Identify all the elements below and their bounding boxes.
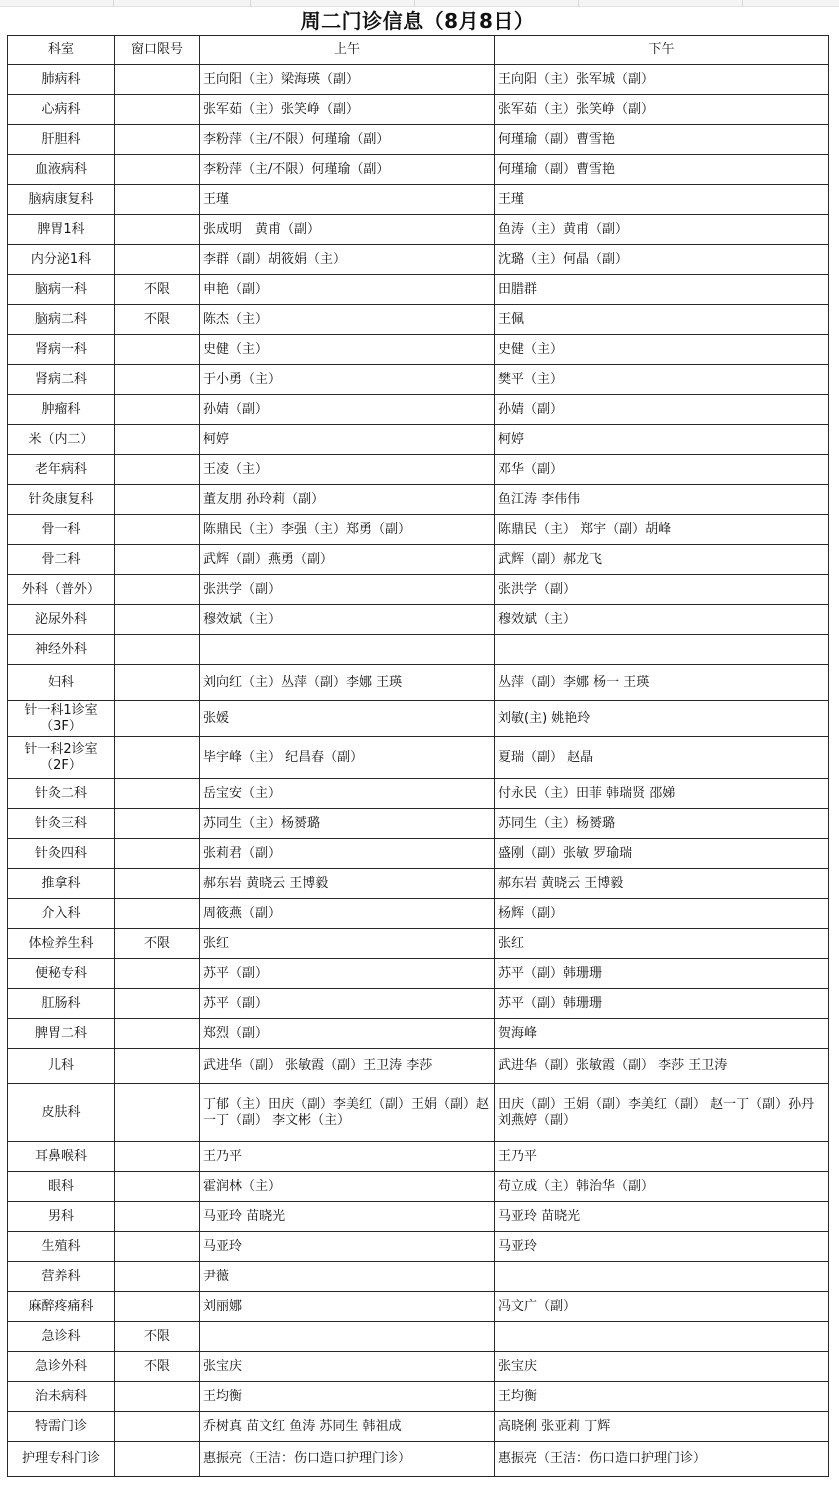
dept-cell: 急诊外科 [8, 1352, 115, 1382]
afternoon-cell: 王瑾 [495, 185, 829, 215]
limit-cell: 不限 [115, 1352, 200, 1382]
dept-cell: 男科 [8, 1202, 115, 1232]
table-row [8, 515, 829, 545]
schedule-body [8, 65, 829, 1477]
dept-cell: 脑病二科 [8, 305, 115, 335]
morning-cell: 王乃平 [200, 1142, 495, 1172]
dept-cell: 骨一科 [8, 515, 115, 545]
dept-cell: 神经外科 [8, 635, 115, 665]
morning-cell: 郝东岩 黄晓云 王博毅 [200, 869, 495, 899]
morning-cell: 毕宇峰（主） 纪昌春（副） [200, 737, 495, 779]
dept-cell: 肺病科 [8, 65, 115, 95]
dept-cell: 妇科 [8, 665, 115, 701]
limit-cell [115, 95, 200, 125]
afternoon-cell [495, 635, 829, 665]
limit-cell [115, 1049, 200, 1084]
afternoon-cell: 田腊群 [495, 275, 829, 305]
afternoon-cell: 马亚玲 苗晓光 [495, 1202, 829, 1232]
limit-cell [115, 245, 200, 275]
limit-cell [115, 1202, 200, 1232]
limit-cell [115, 779, 200, 809]
afternoon-cell: 樊平（主） [495, 365, 829, 395]
dept-cell: 肛肠科 [8, 989, 115, 1019]
limit-cell [115, 989, 200, 1019]
morning-cell: 苏同生（主）杨赟璐 [200, 809, 495, 839]
afternoon-cell: 武进华（副）张敏霞（副） 李莎 王卫涛 [495, 1049, 829, 1084]
table-row [8, 1412, 829, 1442]
dept-cell: 外科（普外） [8, 575, 115, 605]
table-row [8, 959, 829, 989]
afternoon-cell: 高晓俐 张亚莉 丁辉 [495, 1412, 829, 1442]
afternoon-cell: 杨辉（副） [495, 899, 829, 929]
morning-cell: 于小勇（主） [200, 365, 495, 395]
limit-cell [115, 869, 200, 899]
limit-cell [115, 1412, 200, 1442]
table-row [8, 245, 829, 275]
table-row [8, 1232, 829, 1262]
afternoon-cell: 王均衡 [495, 1382, 829, 1412]
afternoon-cell: 张军茹（主）张笑峥（副） [495, 95, 829, 125]
limit-cell [115, 1382, 200, 1412]
limit-cell [115, 545, 200, 575]
afternoon-cell: 邓华（副） [495, 455, 829, 485]
dept-cell: 肾病一科 [8, 335, 115, 365]
dept-cell: 体检养生科 [8, 929, 115, 959]
morning-cell: 马亚玲 苗晓光 [200, 1202, 495, 1232]
morning-cell: 苏平（副） [200, 989, 495, 1019]
afternoon-cell: 丛萍（副）李娜 杨一 王瑛 [495, 665, 829, 701]
table-row [8, 65, 829, 95]
limit-cell [115, 515, 200, 545]
dept-cell: 针灸四科 [8, 839, 115, 869]
table-row [8, 155, 829, 185]
limit-cell: 不限 [115, 929, 200, 959]
dept-cell: 米（内二） [8, 425, 115, 455]
limit-cell: 不限 [115, 1322, 200, 1352]
table-row [8, 185, 829, 215]
afternoon-cell: 苏平（副）韩珊珊 [495, 959, 829, 989]
morning-cell: 张宝庆 [200, 1352, 495, 1382]
limit-cell [115, 575, 200, 605]
table-row [8, 1322, 829, 1352]
limit-cell [115, 65, 200, 95]
afternoon-cell: 张宝庆 [495, 1352, 829, 1382]
table-row [8, 1292, 829, 1322]
table-row [8, 365, 829, 395]
dept-cell: 针一科1诊室（3F） [8, 701, 115, 737]
table-row [8, 305, 829, 335]
dept-cell: 针灸三科 [8, 809, 115, 839]
limit-cell [115, 959, 200, 989]
table-row [8, 1172, 829, 1202]
morning-cell: 陈鼎民（主）李强（主）郑勇（副） [200, 515, 495, 545]
dept-cell: 便秘专科 [8, 959, 115, 989]
table-row [8, 275, 829, 305]
limit-cell [115, 395, 200, 425]
afternoon-cell: 马亚玲 [495, 1232, 829, 1262]
limit-cell [115, 125, 200, 155]
morning-cell: 王均衡 [200, 1382, 495, 1412]
limit-cell [115, 701, 200, 737]
afternoon-cell: 苏同生（主）杨赟璐 [495, 809, 829, 839]
header-pm: 下午 [495, 36, 829, 65]
table-row [8, 395, 829, 425]
morning-cell: 王瑾 [200, 185, 495, 215]
dept-cell: 皮肤科 [8, 1084, 115, 1142]
morning-cell: 乔树真 苗文红 鱼涛 苏同生 韩祖成 [200, 1412, 495, 1442]
morning-cell: 张洪学（副） [200, 575, 495, 605]
morning-cell: 苏平（副） [200, 959, 495, 989]
morning-cell: 武进华（副） 张敏霞（副）王卫涛 李莎 [200, 1049, 495, 1084]
afternoon-cell: 盛刚（副）张敏 罗瑜瑞 [495, 839, 829, 869]
limit-cell [115, 1292, 200, 1322]
afternoon-cell: 王佩 [495, 305, 829, 335]
sheet-top-strip [0, 0, 839, 7]
table-row [8, 1049, 829, 1084]
table-row [8, 1262, 829, 1292]
table-row [8, 839, 829, 869]
morning-cell: 史健（主） [200, 335, 495, 365]
limit-cell [115, 737, 200, 779]
morning-cell: 张成明 黄甫（副） [200, 215, 495, 245]
table-row [8, 1142, 829, 1172]
table-row [8, 809, 829, 839]
afternoon-cell: 史健（主） [495, 335, 829, 365]
afternoon-cell: 何瑾瑜（副）曹雪艳 [495, 125, 829, 155]
dept-cell: 肾病二科 [8, 365, 115, 395]
dept-cell: 肝胆科 [8, 125, 115, 155]
dept-cell: 治未病科 [8, 1382, 115, 1412]
table-row [8, 635, 829, 665]
morning-cell: 穆效斌（主） [200, 605, 495, 635]
table-row [8, 989, 829, 1019]
limit-cell [115, 155, 200, 185]
morning-cell: 王凌（主） [200, 455, 495, 485]
limit-cell [115, 605, 200, 635]
limit-cell [115, 1232, 200, 1262]
morning-cell: 周筱燕（副） [200, 899, 495, 929]
dept-cell: 耳鼻喉科 [8, 1142, 115, 1172]
morning-cell: 李粉萍（主/不限）何瑾瑜（副） [200, 125, 495, 155]
limit-cell [115, 1442, 200, 1477]
schedule-table [7, 35, 829, 1477]
morning-cell: 张媛 [200, 701, 495, 737]
table-row [8, 605, 829, 635]
dept-cell: 内分泌1科 [8, 245, 115, 275]
limit-cell [115, 485, 200, 515]
dept-cell: 特需门诊 [8, 1412, 115, 1442]
limit-cell [115, 1142, 200, 1172]
afternoon-cell: 张洪学（副） [495, 575, 829, 605]
dept-cell: 针灸康复科 [8, 485, 115, 515]
afternoon-cell: 沈璐（主）何晶（副） [495, 245, 829, 275]
table-row [8, 1442, 829, 1477]
dept-cell: 脾胃1科 [8, 215, 115, 245]
limit-cell [115, 425, 200, 455]
morning-cell: 孙婧（副） [200, 395, 495, 425]
limit-cell [115, 1172, 200, 1202]
morning-cell: 李群（副）胡筱娟（主） [200, 245, 495, 275]
dept-cell: 针一科2诊室（2F） [8, 737, 115, 779]
afternoon-cell [495, 1322, 829, 1352]
afternoon-cell: 夏瑞（副） 赵晶 [495, 737, 829, 779]
afternoon-cell: 柯婷 [495, 425, 829, 455]
dept-cell: 急诊科 [8, 1322, 115, 1352]
limit-cell: 不限 [115, 275, 200, 305]
header-dept: 科室 [8, 36, 115, 65]
morning-cell: 武辉（副）燕勇（副） [200, 545, 495, 575]
table-row [8, 929, 829, 959]
afternoon-cell: 惠振亮（王洁：伤口造口护理门诊） [495, 1442, 829, 1477]
dept-cell: 脑病康复科 [8, 185, 115, 215]
morning-cell: 张莉君（副） [200, 839, 495, 869]
limit-cell [115, 635, 200, 665]
table-row [8, 335, 829, 365]
morning-cell: 陈杰（主） [200, 305, 495, 335]
limit-cell [115, 335, 200, 365]
dept-cell: 脾胃二科 [8, 1019, 115, 1049]
limit-cell [115, 1019, 200, 1049]
afternoon-cell: 付永民（主）田菲 韩瑞贤 邵娣 [495, 779, 829, 809]
morning-cell: 惠振亮（王洁：伤口造口护理门诊） [200, 1442, 495, 1477]
afternoon-cell: 何瑾瑜（副）曹雪艳 [495, 155, 829, 185]
morning-cell: 尹薇 [200, 1262, 495, 1292]
afternoon-cell: 陈鼎民（主） 郑宇（副）胡峰 [495, 515, 829, 545]
limit-cell [115, 839, 200, 869]
morning-cell: 岳宝安（主） [200, 779, 495, 809]
morning-cell: 李粉萍（主/不限）何瑾瑜（副） [200, 155, 495, 185]
afternoon-cell: 田庆（副）王娟（副）李美红（副） 赵一丁（副）孙丹 刘燕婷（副） [495, 1084, 829, 1142]
dept-cell: 老年病科 [8, 455, 115, 485]
table-row [8, 455, 829, 485]
table-row [8, 869, 829, 899]
afternoon-cell: 张红 [495, 929, 829, 959]
dept-cell: 介入科 [8, 899, 115, 929]
table-row [8, 737, 829, 779]
morning-cell: 张红 [200, 929, 495, 959]
afternoon-cell: 鱼江涛 李伟伟 [495, 485, 829, 515]
dept-cell: 营养科 [8, 1262, 115, 1292]
table-row [8, 1019, 829, 1049]
afternoon-cell: 苟立成（主）韩治华（副） [495, 1172, 829, 1202]
morning-cell: 马亚玲 [200, 1232, 495, 1262]
afternoon-cell: 鱼涛（主）黄甫（副） [495, 215, 829, 245]
morning-cell: 郑烈（副） [200, 1019, 495, 1049]
morning-cell: 刘向红（主）丛萍（副）李娜 王瑛 [200, 665, 495, 701]
limit-cell: 不限 [115, 305, 200, 335]
afternoon-cell: 穆效斌（主） [495, 605, 829, 635]
morning-cell: 柯婷 [200, 425, 495, 455]
afternoon-cell: 苏平（副）韩珊珊 [495, 989, 829, 1019]
header-am: 上午 [200, 36, 495, 65]
table-row [8, 575, 829, 605]
morning-cell: 董友朋 孙玲莉（副） [200, 485, 495, 515]
morning-cell: 王向阳（主）梁海瑛（副） [200, 65, 495, 95]
afternoon-cell: 刘敏(主) 姚艳玲 [495, 701, 829, 737]
dept-cell: 血液病科 [8, 155, 115, 185]
morning-cell [200, 635, 495, 665]
table-row [8, 1084, 829, 1142]
table-row [8, 701, 829, 737]
dept-cell: 眼科 [8, 1172, 115, 1202]
dept-cell: 心病科 [8, 95, 115, 125]
limit-cell [115, 185, 200, 215]
afternoon-cell: 王乃平 [495, 1142, 829, 1172]
afternoon-cell: 武辉（副）郝龙飞 [495, 545, 829, 575]
table-row [8, 665, 829, 701]
limit-cell [115, 899, 200, 929]
dept-cell: 麻醉疼痛科 [8, 1292, 115, 1322]
limit-cell [115, 1262, 200, 1292]
dept-cell: 泌尿外科 [8, 605, 115, 635]
table-row [8, 779, 829, 809]
dept-cell: 脑病一科 [8, 275, 115, 305]
morning-cell: 张军茹（主）张笑峥（副） [200, 95, 495, 125]
limit-cell [115, 665, 200, 701]
table-row [8, 1202, 829, 1232]
table-row [8, 215, 829, 245]
dept-cell: 儿科 [8, 1049, 115, 1084]
header-limit: 窗口限号 [115, 36, 200, 65]
limit-cell [115, 455, 200, 485]
dept-cell: 骨二科 [8, 545, 115, 575]
table-row [8, 485, 829, 515]
limit-cell [115, 809, 200, 839]
limit-cell [115, 215, 200, 245]
table-row [8, 899, 829, 929]
limit-cell [115, 365, 200, 395]
afternoon-cell: 冯文广（副） [495, 1292, 829, 1322]
afternoon-cell: 贺海峰 [495, 1019, 829, 1049]
table-row [8, 425, 829, 455]
table-row [8, 1382, 829, 1412]
morning-cell: 刘丽娜 [200, 1292, 495, 1322]
dept-cell: 生殖科 [8, 1232, 115, 1262]
morning-cell: 丁郁（主）田庆（副）李美红（副）王娟（副）赵一丁（副） 李文彬（主） [200, 1084, 495, 1142]
morning-cell: 霍润林（主） [200, 1172, 495, 1202]
afternoon-cell: 王向阳（主）张军城（副） [495, 65, 829, 95]
morning-cell [200, 1322, 495, 1352]
afternoon-cell: 郝东岩 黄晓云 王博毅 [495, 869, 829, 899]
limit-cell [115, 1084, 200, 1142]
table-row [8, 1352, 829, 1382]
table-row [8, 95, 829, 125]
afternoon-cell [495, 1262, 829, 1292]
header-row [8, 36, 829, 65]
afternoon-cell: 孙婧（副） [495, 395, 829, 425]
table-row [8, 545, 829, 575]
table-row [8, 125, 829, 155]
dept-cell: 针灸二科 [8, 779, 115, 809]
dept-cell: 推拿科 [8, 869, 115, 899]
page-title: 周二门诊信息（8月8日） [300, 9, 535, 33]
dept-cell: 肿瘤科 [8, 395, 115, 425]
dept-cell: 护理专科门诊 [8, 1442, 115, 1477]
morning-cell: 申艳（副） [200, 275, 495, 305]
